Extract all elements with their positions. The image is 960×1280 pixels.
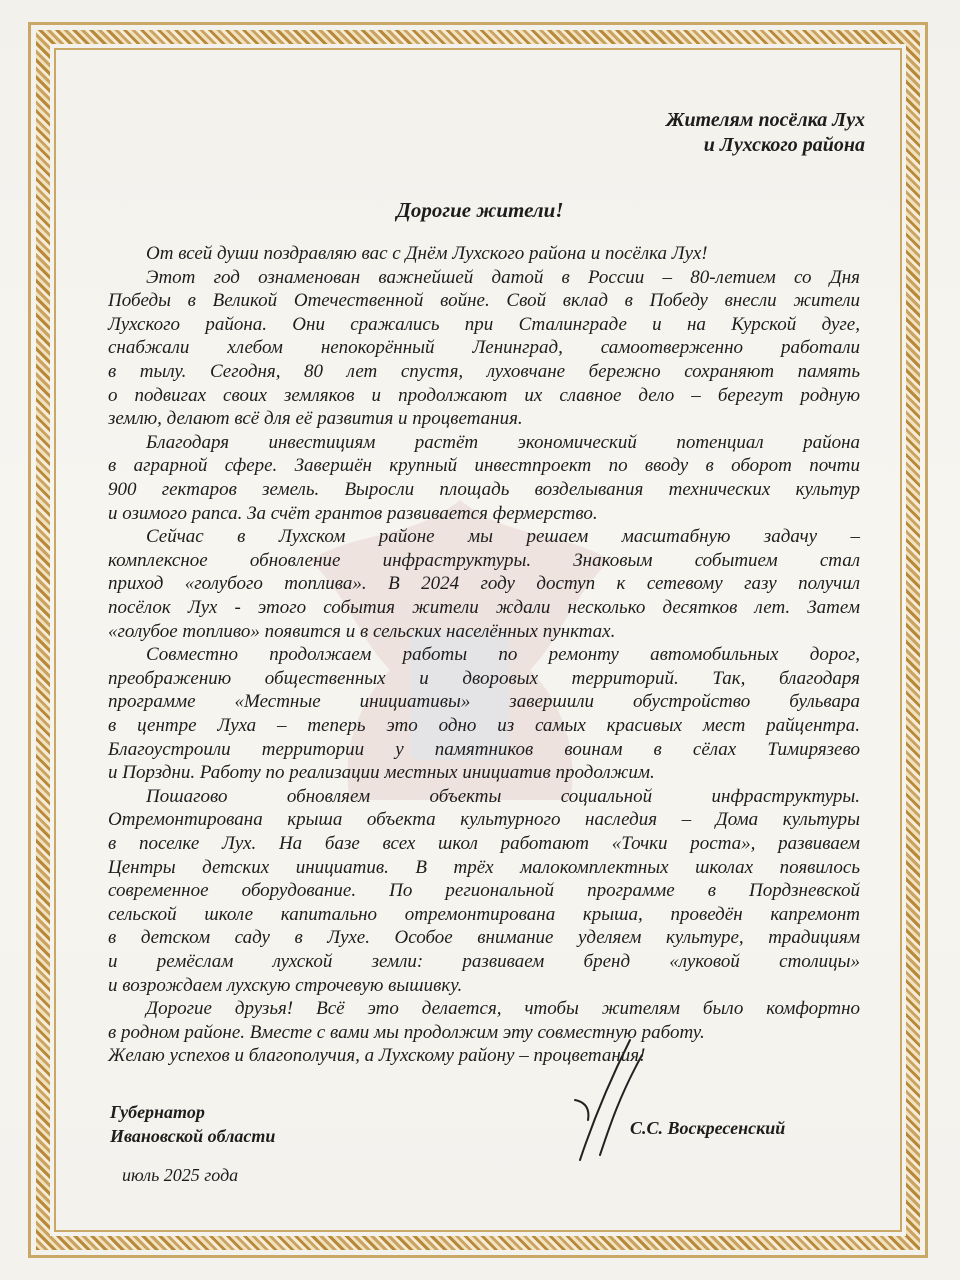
handwritten-signature [560, 1030, 650, 1170]
body-line: Дорогие друзья! Всё это делается, чтобы жителям было комфортно [146, 998, 860, 1020]
body-line: «голубое топливо» появится и в сельских населённых пунктах. [108, 620, 616, 642]
body-line: Благоустроили территории у памятников воинам в сёлах Тимирязево [108, 738, 860, 760]
body-line: в тылу. Сегодня, 80 лет спустя, луховчане бережно сохраняют память [108, 361, 860, 382]
addressee-line-1: Жителям посёлка Лух [666, 109, 865, 131]
body-line: посёлок Лух - этого события жители ждали несколько десятков лет. Затем [108, 597, 860, 618]
body-line: преображению общественных и дворовых территорий. Так, благодаря [108, 667, 860, 689]
body-line: в детском саду в Лухе. Особое внимание уделяем культуре, традициям [108, 927, 860, 949]
signer-title-line-1: Губернатор [110, 1102, 205, 1122]
addressee-line-2: и Лухского района [703, 134, 865, 156]
body-line: Сейчас в Лухском районе мы решаем масштабную задачу – [146, 526, 860, 548]
body-line: и озимого рапса. За счёт грантов развивается фермерство. [108, 502, 598, 524]
signer-title [110, 1100, 275, 1148]
addressee [666, 108, 865, 158]
body-line: в поселке Лух. На базе всех школ работают «Точки роста», развиваем [108, 833, 860, 854]
body-line: сельской школе капитально отремонтирована крыша, проведён капремонт [108, 903, 860, 925]
salutation: Дорогие жители! [396, 198, 564, 222]
body-line: о подвигах своих земляков и продолжают их славное дело – берегут родную [108, 384, 860, 406]
body-line: и ремёслам лухской земли: развиваем бренд «луковой столицы» [108, 951, 860, 972]
body-line: Пошагово обновляем объекты социальной инфраструктуры. [146, 785, 860, 807]
body-line: и возрождаем лухскую строчевую вышивку. [108, 974, 463, 996]
body-line: комплексное обновление инфраструктуры. Знаковым событием стал [108, 549, 860, 571]
body-line: Этот год ознаменован важнейшей датой в России – 80-летием со Дня [146, 266, 860, 288]
body-line: в родном районе. Вместе с вами мы продолжим эту совместную работу. [108, 1021, 705, 1043]
body-line: Совместно продолжаем работы по ремонту автомобильных дорог, [146, 644, 860, 666]
body-line: снабжали хлебом непокорённый Ленинград, самоотверженно работали [108, 337, 860, 359]
body-line: и Порздни. Работу по реализации местных инициатив продолжим. [108, 762, 655, 784]
body-line: Лухского района. Они сражались при Сталинграде и на Курской дуге, [108, 313, 860, 335]
body-line: землю, делают всё для её развития и процветания. [108, 408, 523, 430]
body-line: приход «голубого топлива». В 2024 году доступ к сетевому газу получил [108, 573, 860, 595]
body-line: Желаю успехов и благополучия, а Лухскому району – процветания! [108, 1045, 646, 1067]
body-line: Победы в Великой Отечественной войне. Свой вклад в Победу внесли жители [108, 290, 860, 312]
body-line: От всей души поздравляю вас с Днём Лухского района и посёлка Лух! [146, 243, 708, 264]
body-line: 900 гектаров земель. Выросли площадь возделывания технических культур [108, 479, 860, 500]
body-line: Благодаря инвестициям растёт экономический потенциал района [146, 431, 860, 453]
signer-title-line-2: Ивановской области [110, 1126, 276, 1146]
body-line: в аграрной сфере. Завершён крупный инвестпроект по вводу в оборот почти [108, 455, 860, 477]
signer-name: С.С. Воскресенский [630, 1118, 786, 1138]
body-line: Отремонтирована крыша объекта культурного наследия – Дома культуры [108, 809, 860, 831]
body-line: Центры детских инициатив. В трёх малокомплектных школах появилось [108, 856, 860, 878]
body-line: программе «Местные инициативы» завершили обустройство бульвара [108, 691, 860, 713]
body-line: современное оборудование. По региональной программе в Пордзневской [108, 880, 860, 902]
body-line: в центре Луха – теперь это одно из самых красивых мест райцентра. [108, 715, 860, 736]
letter-date: июль 2025 года [122, 1165, 239, 1185]
